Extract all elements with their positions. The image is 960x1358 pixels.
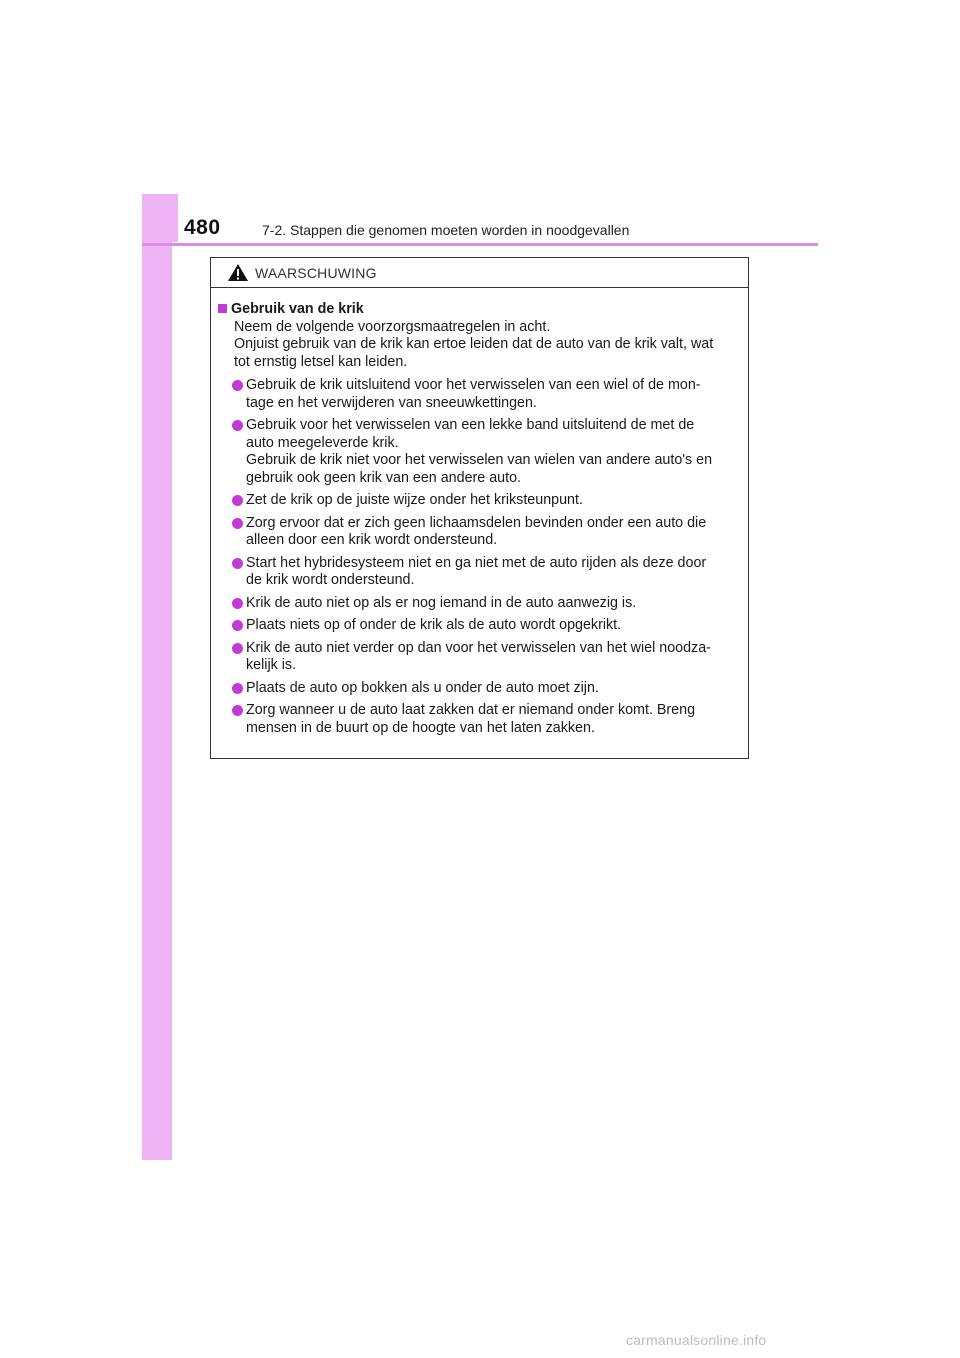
round-bullet-icon — [232, 495, 243, 506]
page-number: 480 — [184, 216, 221, 239]
bullet-line: Gebruik de krik niet voor het verwisselen van wielen van andere auto's en — [246, 452, 713, 468]
intro-line: Neem de volgende voorzorgsmaatregelen in acht. — [234, 318, 551, 335]
bullet-line: Plaats de auto op bokken als u onder de auto moet zijn. — [246, 679, 599, 696]
bullet-item — [216, 595, 742, 613]
intro-line: tot ernstig letsel kan leiden. — [234, 353, 408, 370]
round-bullet-icon — [232, 620, 243, 631]
section-heading-text: Gebruik van de krik — [231, 301, 364, 317]
bullet-item — [216, 377, 742, 412]
round-bullet-icon — [232, 420, 243, 431]
bullet-line: Gebruik voor het verwisselen van een lekke band uitsluitend de met de — [246, 417, 695, 433]
bullet-item — [216, 515, 742, 550]
intro-line: Onjuist gebruik van de krik kan ertoe leiden dat de auto van de krik valt, wat — [234, 336, 714, 352]
round-bullet-icon — [232, 705, 243, 716]
intro-text — [216, 319, 742, 372]
round-bullet-icon — [232, 558, 243, 569]
bullet-item — [216, 617, 742, 635]
bullet-line: gebruik ook geen krik van een andere auto. — [246, 469, 522, 486]
bullet-line: Krik de auto niet verder op dan voor het verwisselen van het wiel noodza- — [246, 639, 711, 656]
round-bullet-icon — [232, 598, 243, 609]
bullet-line: Gebruik de krik uitsluitend voor het verwisselen van een wiel of de mon- — [246, 377, 701, 393]
bullet-item — [216, 702, 742, 737]
bullet-item — [216, 417, 742, 487]
bullet-item — [216, 680, 742, 698]
bullet-line: Krik de auto niet op als er nog iemand in de auto aanwezig is. — [246, 594, 637, 611]
header-rule — [142, 243, 818, 246]
warning-title: WAARSCHUWING — [255, 265, 377, 281]
bullet-line: tage en het verwijderen van sneeuwkettingen. — [246, 394, 537, 411]
bullet-item — [216, 492, 742, 510]
header-tab-strip — [142, 194, 178, 242]
warning-body — [211, 288, 748, 737]
bullet-item — [216, 555, 742, 590]
bullet-line: kelijk is. — [246, 657, 297, 673]
chapter-side-tab — [142, 194, 172, 1160]
round-bullet-icon — [232, 643, 243, 654]
section-heading — [216, 301, 742, 319]
bullet-line: de krik wordt ondersteund. — [246, 572, 415, 588]
bullet-line: Zorg ervoor dat er zich geen lichaamsdelen bevinden onder een auto die — [246, 514, 707, 531]
round-bullet-icon — [232, 518, 243, 529]
warning-triangle-icon — [227, 263, 249, 282]
round-bullet-icon — [232, 380, 243, 391]
watermark: carmanualsonline.info — [626, 1332, 767, 1348]
bullet-line: Start het hybridesysteem niet en ga niet met de auto rijden als deze door — [246, 554, 707, 571]
bullet-list — [216, 377, 742, 737]
round-bullet-icon — [232, 683, 243, 694]
section-title: 7-2. Stappen die genomen moeten worden in noodgevallen — [262, 222, 630, 238]
square-bullet-icon — [218, 304, 227, 313]
bullet-line: Zet de krik op de juiste wijze onder het kriksteunpunt. — [246, 492, 583, 508]
bullet-line: mensen in de buurt op de hoogte van het laten zakken. — [246, 719, 595, 736]
bullet-line: alleen door een krik wordt ondersteund. — [246, 532, 498, 548]
bullet-line: Zorg wanneer u de auto laat zakken dat er niemand onder komt. Breng — [246, 702, 696, 718]
warning-header — [211, 258, 748, 288]
bullet-item — [216, 640, 742, 675]
warning-box — [210, 257, 749, 759]
bullet-line: auto meegeleverde krik. — [246, 434, 399, 451]
bullet-line: Plaats niets op of onder de krik als de auto wordt opgekrikt. — [246, 617, 622, 633]
